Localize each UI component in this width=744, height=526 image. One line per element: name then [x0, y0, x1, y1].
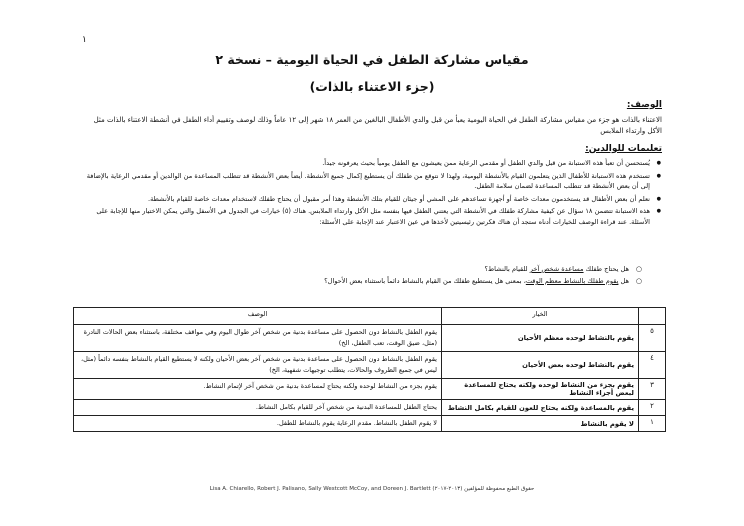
- row-choice: لا يقوم بالنشاط: [442, 416, 639, 432]
- instruction-item: ● هذه الاستبانة تتضمن ١٨ سؤال عن كيفية مشاركة طفلك في الأنشطة التي يعتني الطفل فيها بنفسه مثل الأكل وارتداء الملابس. هناك (٥) خيارات في الجدول في الأسفل والتي يمكن الاختيار منها للإجابة على الأسئلة. عند قراءة الوصف للخيارات أدناه ستجد أن هناك فكرتين رئيسيتين لأخذها في عين الاعتبار عند الإجابة على الأسئلة:: [82, 206, 650, 227]
- row-number: ٤: [639, 352, 666, 379]
- description-heading: الوصف:: [626, 100, 662, 110]
- rating-scale-table: [73, 307, 666, 432]
- table-row: [74, 416, 666, 432]
- instruction-item: ● نعلم أن بعض الأطفال قد يستخدمون معدات خاصة أو أجهزة تساعدهم على المشي أو جيئان للقيام بتلك الأنشطة وهذا أمر مقبول أن يحتاج طفلك لاستخدام معدات خاصة للقيام بالأنشطة.: [82, 194, 650, 205]
- row-choice: يقوم بجزء من النشاط لوحده ولكنه يحتاج للمساعدة لبعض أجزاء النشاط: [442, 379, 639, 400]
- table-row: [74, 400, 666, 416]
- row-description: لا يقوم الطفل بالنشاط. مقدم الرعاية يقوم بالنشاط للطفل.: [74, 416, 442, 432]
- header-description: الوصف: [74, 308, 442, 325]
- key-question: [82, 263, 629, 275]
- instruction-item: ● يُستحسن أن تعبأ هذه الاستبانة من قبل والدي الطفل أو مقدمي الرعاية ممن يعيشون مع الطفل يومياً بحيث يعرفونه جيداً.: [82, 158, 650, 169]
- question-emphasis: مساعدة شخص آخر: [529, 265, 584, 273]
- row-choice: يقوم بالنشاط لوحده معظم الأحيان: [442, 325, 639, 352]
- row-choice: يقوم بالنشاط لوحده بعض الأحيان: [442, 352, 639, 379]
- question-text: ، بمعنى هل يستطيع طفلك من القيام بالنشاط دائماً باستثناء بعض الأحوال؟: [324, 277, 526, 285]
- table-row: [74, 352, 666, 379]
- copyright-footer: حقوق الطبع محفوظة للمؤلفين (٢٠١٣-٢٠١٧) Lisa A. Chiarello, Robert J. Palisano, Sally Westcott McCoy, and Doreen J. Bartlett: [209, 486, 535, 492]
- key-questions-list: [82, 263, 629, 287]
- page-number: ١: [82, 35, 87, 45]
- row-number: ٥: [639, 325, 666, 352]
- page-subtitle: (جزء الاعتناء بالذات): [309, 79, 435, 94]
- instructions-heading: تعليمات للوالدين:: [585, 144, 662, 154]
- row-number: ٣: [639, 379, 666, 400]
- row-number: ١: [639, 416, 666, 432]
- header-num-cell: [639, 308, 666, 325]
- question-text: للقيام بالنشاط؟: [484, 265, 530, 273]
- row-description: يقوم الطفل بالنشاط دون الحصول على مساعدة بدنية من شخص آخر طوال اليوم وفي مواقف مختلفة، باستثناء بعض الحالات النادرة (مثل، ضيق الوقت، تعب الطفل، الخ): [74, 325, 442, 352]
- key-question: [82, 275, 629, 287]
- question-emphasis: يقوم طفلك بالنشاط معظم الوقت: [525, 277, 619, 285]
- row-choice: يقوم بالمساعدة ولكنه يحتاج للعون للقيام بكامل النشاط: [442, 400, 639, 416]
- table-row: [74, 379, 666, 400]
- question-text: هل يحتاج طفلك: [583, 265, 629, 273]
- row-description: يقوم الطفل بالنشاط دون الحصول على مساعدة بدنية من شخص آخر بعض الأحيان ولكنه لا يستطيع القيام بالنشاط بنفسه دائماً (مثل، ليس في جميع الظروف والحالات، يتطلب توجيهات شفهية، الخ): [74, 352, 442, 379]
- row-number: ٢: [639, 400, 666, 416]
- instructions-list: [82, 158, 662, 229]
- question-text: هل: [618, 277, 629, 285]
- table-row: [74, 325, 666, 352]
- instruction-item: ● تستخدم هذه الاستبانة للأطفال الذين يتعلمون القيام بالأنشطة اليومية، ولهذا لا نتوقع من طفلك أن يستطيع إكمال جميع الأنشطة. أيضاً بعض الأنشطة قد تتطلب المساعدة من الوالدين أو مقدمي الرعاية بالإضافة إلى أن بعض الأنشطة قد تتطلب المساعدة لضمان سلامة الطفل.: [82, 171, 650, 192]
- page-title: مقياس مشاركة الطفل في الحياة اليومية – نسخة ٢: [215, 52, 529, 67]
- header-choice: الخيار: [442, 308, 639, 325]
- row-description: يحتاج الطفل للمساعدة البدنية من شخص آخر للقيام بكامل النشاط.: [74, 400, 442, 416]
- table-header-row: [74, 308, 666, 325]
- row-description: يقوم بجزء من النشاط لوحده ولكنه يحتاج لمساعدة بدنية من شخص آخر لإتمام النشاط.: [74, 379, 442, 400]
- description-text: الاعتناء بالذات هو جزء من مقياس مشاركة الطفل في الحياة اليومية يعبأ من قبل والدي الأطفال البالغين من العمر ١٨ شهر إلى ١٢ عاماً وذلك لوصف وتقييم أداء الطفل في أنشطة الاعتناء بالذات مثل الأكل وارتداء الملابس: [93, 116, 662, 135]
